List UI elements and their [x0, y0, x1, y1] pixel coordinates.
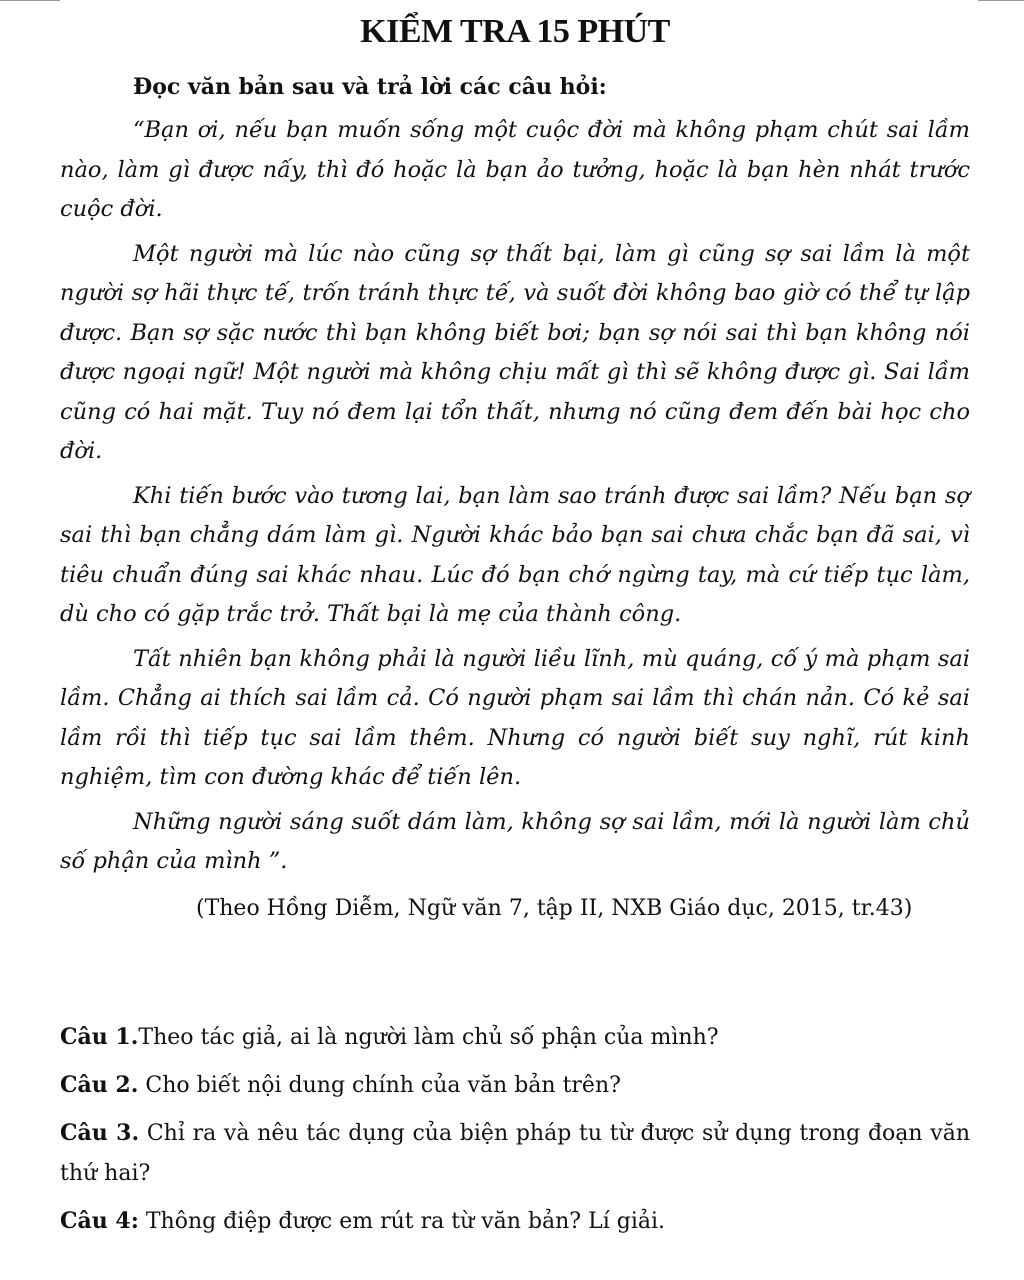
- question-3-text: Chỉ ra và nêu tác dụng của biện pháp tu từ được sử dụng trong đoạn văn thứ hai?: [60, 1121, 970, 1186]
- question-2: [60, 1065, 970, 1106]
- question-2-label: Câu 2.: [60, 1072, 139, 1098]
- passage-paragraph-2: Một người mà lúc nào cũng sợ thất bại, làm gì cũng sợ sai lầm là một người sợ hãi thực tế, trốn tránh thực tế, và suốt đời không bao giờ có thể tự lập được. Bạn sợ sặc nước thì bạn không biết bơi; bạn sợ nói sai thì bạn không nói được ngoại ngữ! Một người mà không chịu mất gì thì sẽ không được gì. Sai lầm cũng có hai mặt. Tuy nó đem lại tổn thất, nhưng nó cũng đem đến bài học cho đời.: [60, 240, 970, 464]
- reading-passage: [60, 111, 970, 887]
- passage-paragraph-5: Những người sáng suốt dám làm, không sợ sai lầm, mới là người làm chủ số phận của mình ”.: [60, 808, 970, 874]
- passage-paragraph-1: “Bạn ơi, nếu bạn muốn sống một cuộc đời mà không phạm chút sai lầm nào, làm gì được nấy, thì đó hoặc là bạn ảo tưởng, hoặc là bạn hèn nhát trước cuộc đời.: [60, 117, 970, 222]
- reading-instruction: Đọc văn bản sau và trả lời các câu hỏi:: [133, 74, 607, 100]
- question-list: [60, 1017, 970, 1249]
- passage-paragraph-3: Khi tiến bước vào tương lai, bạn làm sao tránh được sai lầm? Nếu bạn sợ sai thì bạn chẳng dám làm gì. Người khác bảo bạn sai chưa chắc bạn đã sai, vì tiêu chuẩn đúng sai khác nhau. Lúc đó bạn chớ ngừng tay, mà cứ tiếp tục làm, dù cho có gặp trắc trở. Thất bại là mẹ của thành công.: [60, 482, 970, 627]
- question-1-label: Câu 1.: [60, 1024, 139, 1050]
- question-4: [60, 1201, 970, 1242]
- question-4-text: Thông điệp được em rút ra từ văn bản? Lí giải.: [138, 1209, 666, 1234]
- question-3: [60, 1113, 970, 1194]
- passage-paragraph-4: Tất nhiên bạn không phải là người liều lĩnh, mù quáng, cố ý mà phạm sai lầm. Chẳng ai thích sai lầm cả. Có người phạm sai lầm thì chán nản. Có kẻ sai lầm rồi thì tiếp tục sai lầm thêm. Nhưng có người biết suy nghĩ, rút kinh nghiệm, tìm con đường khác để tiến lên.: [60, 645, 970, 790]
- question-3-label: Câu 3.: [60, 1120, 140, 1146]
- question-2-text: Cho biết nội dung chính của văn bản trên?: [138, 1073, 621, 1098]
- source-citation: (Theo Hồng Diễm, Ngữ văn 7, tập II, NXB Giáo dục, 2015, tr.43): [196, 896, 913, 921]
- question-4-label: Câu 4:: [60, 1208, 139, 1234]
- question-1-text: Theo tác giả, ai là người làm chủ số phận của mình?: [138, 1025, 719, 1050]
- question-1: [60, 1017, 970, 1058]
- top-right-crop-mark: [978, 0, 1024, 1]
- page-title: KIỂM TRA 15 PHÚT: [360, 13, 670, 50]
- top-left-crop-mark: [0, 0, 60, 1]
